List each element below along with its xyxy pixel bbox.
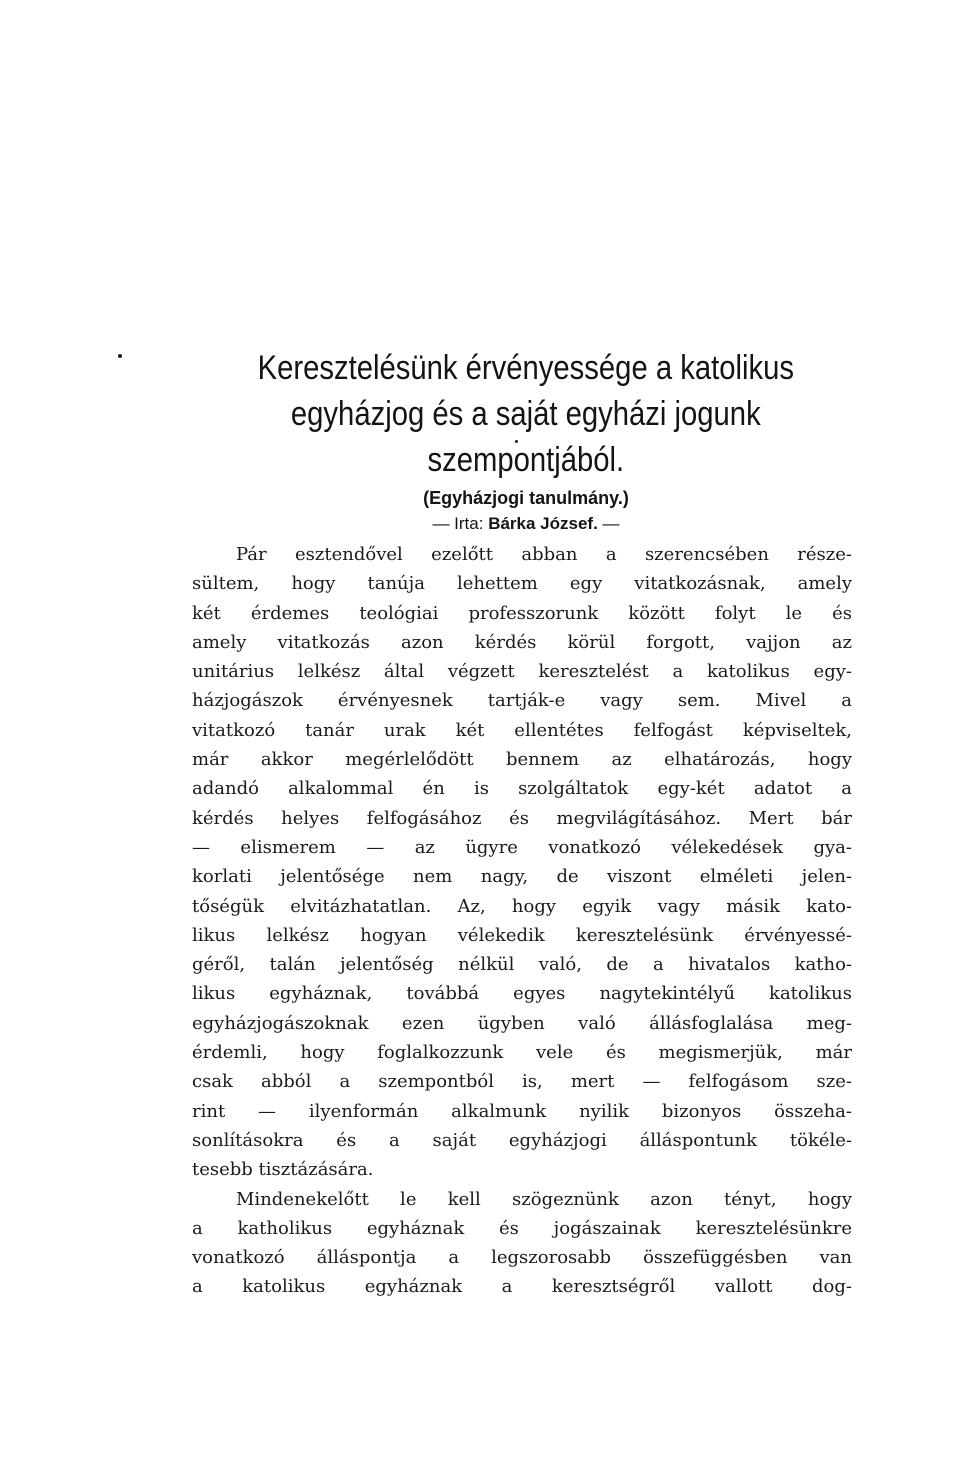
body-line: — elismerem — az ügyre vonatkozó vélekedések gya- [192, 836, 852, 858]
body-line: két érdemes teológiai professzorunk között folyt le és [192, 602, 852, 624]
body-line: a katholikus egyháznak és jogászainak keresztelésünkre [192, 1217, 852, 1239]
byline-prefix: — Irta: [432, 514, 484, 533]
article-subtitle: (Egyházjogi tanulmány.) [423, 488, 629, 508]
title-line: szempontjából. [427, 441, 625, 479]
body-line: egyházjogászoknak ezen ügyben való állásfoglalása meg- [192, 1012, 852, 1034]
author-name: Bárka József. [488, 514, 598, 533]
body-line: géről, talán jelentőség nélkül való, de a hivatalos katho- [192, 954, 852, 976]
byline-suffix: — [602, 514, 620, 533]
byline [196, 511, 856, 537]
body-line: kérdés helyes felfogásához és megvilágításához. Mert bár [192, 807, 852, 829]
body-line: unitárius lelkész által végzett keresztelést a katolikus egy- [192, 661, 852, 683]
body-line: Mindenekelőtt le kell szögeznünk azon tényt, hogy [236, 1188, 852, 1210]
body-line: már akkor megérlelődött bennem az elhatározás, hogy [192, 749, 852, 771]
body-line: érdemli, hogy foglalkozzunk vele és megismerjük, már [192, 1042, 852, 1064]
title-line: Keresztelésünk érvényessége a katolikus [257, 349, 794, 387]
body-line: Pár esztendővel ezelőtt abban a szerencsében része- [236, 544, 852, 565]
body-line: rint — ilyenformán alkalmunk nyilik bizonyos összeha- [192, 1100, 852, 1122]
body-line: házjogászok érvényesnek tartják-e vagy sem. Mivel a [192, 690, 852, 712]
body-line: vitatkozó tanár urak két ellentétes felfogást képviseltek, [192, 719, 852, 741]
body-line: likus lelkész hogyan vélekedik keresztelésünk érvényessé- [192, 924, 852, 946]
body-line: likus egyháznak, továbbá egyes nagytekintélyű katolikus [192, 983, 852, 1005]
title-line: egyházjog és a saját egyházi jogunk [290, 395, 761, 433]
article-body [192, 540, 852, 1302]
body-line: adandó alkalommal én is szolgáltatok egy-két adatot a [192, 778, 852, 800]
body-line: vonatkozó álláspontja a legszorosabb összefüggésben van [192, 1247, 852, 1269]
body-line: tesebb tisztázására. [192, 1159, 374, 1181]
article-title [196, 345, 856, 483]
body-line: sonlításokra és a saját egyházjogi álláspontunk tökéle- [192, 1129, 852, 1151]
body-line: korlati jelentősége nem nagy, de viszont elméleti jelen- [192, 866, 852, 888]
body-line: a katolikus egyháznak a keresztségről vallott dog- [192, 1276, 852, 1298]
body-line: tőségük elvitázhatatlan. Az, hogy egyik vagy másik kato- [192, 895, 852, 917]
body-line: csak abból a szempontból is, mert — felfogásom sze- [192, 1071, 852, 1093]
body-line: sültem, hogy tanúja lehettem egy vitatkozásnak, amely [192, 573, 852, 595]
margin-mark [118, 354, 122, 358]
body-line: amely vitatkozás azon kérdés körül forgott, vajjon az [192, 631, 852, 653]
